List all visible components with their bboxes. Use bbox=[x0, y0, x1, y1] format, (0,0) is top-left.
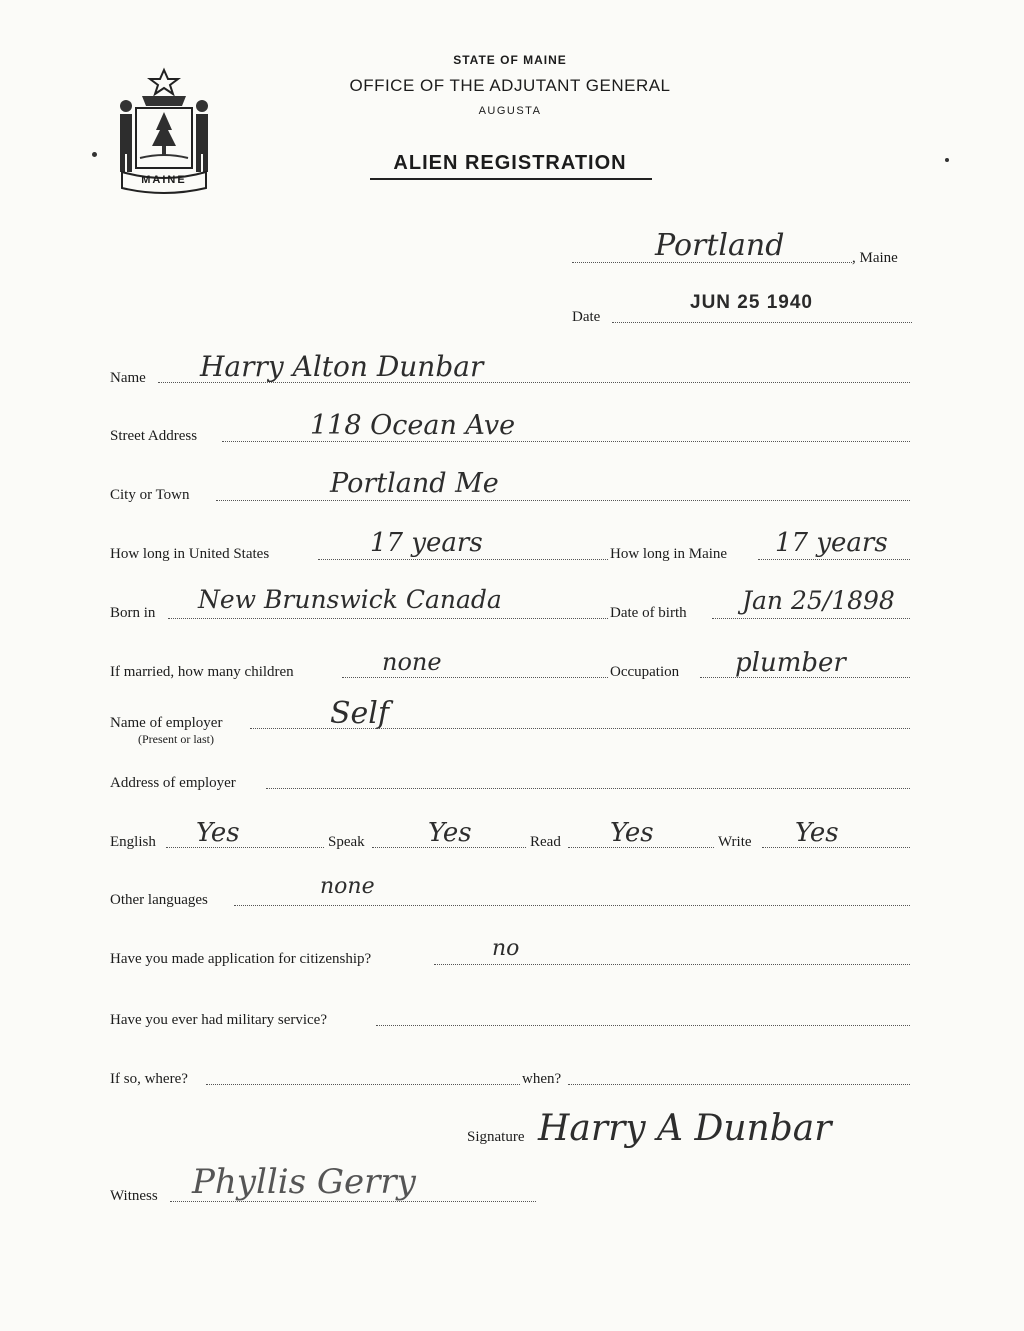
employer-sublabel: (Present or last) bbox=[138, 732, 214, 746]
read-label: Read bbox=[530, 834, 561, 850]
occupation-label: Occupation bbox=[610, 664, 680, 680]
how-long-maine-label: How long in Maine bbox=[610, 546, 728, 562]
signature-value: Harry A Dunbar bbox=[538, 1108, 832, 1149]
write-value: Yes bbox=[795, 818, 839, 848]
children-value: none bbox=[382, 648, 442, 676]
born-in-line bbox=[168, 618, 608, 619]
city-value: Portland Me bbox=[330, 468, 499, 499]
header-state: STATE OF MAINE bbox=[453, 53, 567, 67]
speak-value: Yes bbox=[428, 818, 472, 848]
born-in-value: New Brunswick Canada bbox=[198, 585, 502, 614]
street-value: 118 Ocean Ave bbox=[310, 410, 516, 441]
how-long-us-line bbox=[318, 559, 608, 560]
employer-address-label: Address of employer bbox=[110, 775, 236, 791]
city-line bbox=[216, 500, 910, 501]
street-line bbox=[222, 441, 910, 442]
name-value: Harry Alton Dunbar bbox=[200, 350, 484, 383]
header-office: OFFICE OF THE ADJUTANT GENERAL bbox=[349, 76, 671, 95]
military-label: Have you ever had military service? bbox=[110, 1012, 327, 1028]
english-line bbox=[166, 847, 324, 848]
military-line bbox=[376, 1025, 910, 1026]
employer-label: Name of employer bbox=[110, 715, 223, 731]
other-languages-value: none bbox=[320, 874, 375, 899]
dob-line bbox=[712, 618, 910, 619]
english-value: Yes bbox=[196, 818, 240, 848]
employer-address-line bbox=[266, 788, 910, 789]
seal-banner-text: MAINE bbox=[141, 174, 187, 186]
when-line bbox=[568, 1084, 910, 1085]
how-long-us-label: How long in United States bbox=[110, 546, 270, 562]
citizenship-value: no bbox=[492, 936, 520, 961]
margin-mark-dot bbox=[945, 158, 949, 162]
signature-label: Signature bbox=[467, 1129, 525, 1145]
street-label: Street Address bbox=[110, 428, 198, 444]
other-languages-line bbox=[234, 905, 910, 906]
children-line bbox=[342, 677, 608, 678]
form-title: ALIEN REGISTRATION bbox=[393, 152, 627, 174]
location-value: Portland bbox=[655, 228, 785, 263]
children-label: If married, how many children bbox=[110, 664, 294, 680]
dob-value: Jan 25/1898 bbox=[742, 586, 895, 615]
how-long-maine-value: 17 years bbox=[775, 528, 888, 558]
location-suffix: , Maine bbox=[852, 250, 898, 266]
employer-value: Self bbox=[330, 696, 390, 731]
name-label: Name bbox=[110, 370, 146, 386]
title-underline bbox=[370, 178, 652, 180]
date-line bbox=[612, 322, 912, 323]
write-label: Write bbox=[718, 834, 752, 850]
witness-label: Witness bbox=[110, 1188, 158, 1204]
margin-mark-dot bbox=[92, 152, 97, 157]
read-value: Yes bbox=[610, 818, 654, 848]
citizenship-label: Have you made application for citizenship? bbox=[110, 951, 372, 967]
occupation-value: plumber bbox=[735, 648, 846, 678]
date-stamp: JUN 25 1940 bbox=[690, 292, 813, 313]
where-label: If so, where? bbox=[110, 1071, 188, 1087]
when-label: when? bbox=[522, 1071, 562, 1087]
how-long-us-value: 17 years bbox=[370, 528, 483, 558]
date-label: Date bbox=[572, 309, 601, 325]
other-languages-label: Other languages bbox=[110, 892, 208, 908]
witness-value: Phyllis Gerry bbox=[192, 1162, 416, 1202]
speak-label: Speak bbox=[328, 834, 365, 850]
citizenship-line bbox=[434, 964, 910, 965]
how-long-maine-line bbox=[758, 559, 910, 560]
english-label: English bbox=[110, 834, 156, 850]
born-in-label: Born in bbox=[110, 605, 156, 621]
header-city: AUGUSTA bbox=[478, 105, 542, 117]
where-line bbox=[206, 1084, 520, 1085]
state-seal bbox=[112, 66, 216, 196]
city-label: City or Town bbox=[110, 487, 190, 503]
dob-label: Date of birth bbox=[610, 605, 687, 621]
